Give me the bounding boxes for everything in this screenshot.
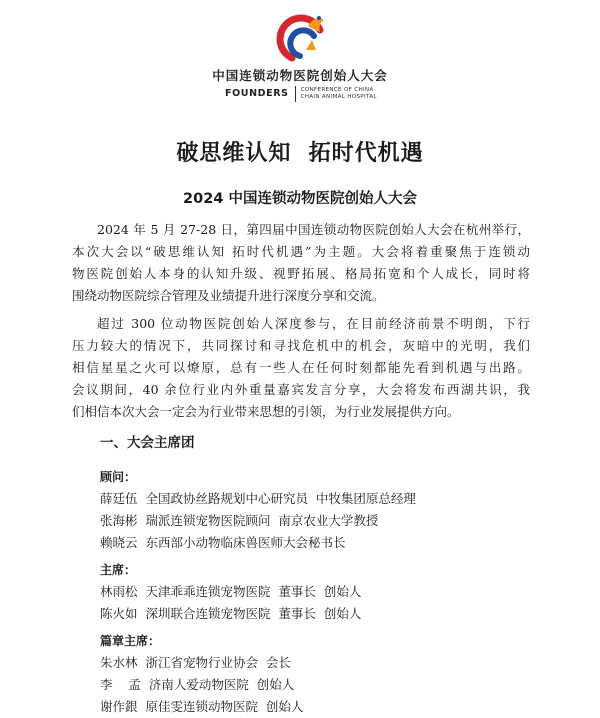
member-row: 谢作銀 原佳雯连锁动物医院 创始人 [100,699,304,714]
details-paragraph [72,313,530,423]
logo-conference-line-1: CONFERENCE OF CHINA [300,87,374,94]
paragraph-line: 围绕动物医院综合管理及业绩提升进行深度分享和交流。 [72,288,385,303]
group-label: 篇章主席： [100,634,161,648]
conference-logo-icon [268,6,332,62]
paragraph-line: 相信星星之火可以燎原，总有一些人在任何时刻都能先看到机遇与出路。 [72,360,530,375]
member-row: 张海彬 瑞派连锁宠物医院顾问 南京农业大学教授 [100,513,379,528]
chairs-group [100,559,361,625]
group-label: 主席： [100,563,137,577]
paragraph-line: 本次大会以“破思维认知 拓时代机遇”为主题。大会将着重聚焦于连锁动 [72,244,530,259]
logo-founders-text: FOUNDERS [225,86,296,102]
member-row: 朱水林 浙江省宠物行业协会 会长 [100,655,291,670]
conference-logo [0,0,600,112]
page-subtitle: 2024 中国连锁动物医院创始人大会 [183,191,417,207]
paragraph-line: 压力较大的情况下，共同探讨和寻找危机中的机会，灰暗中的光明，我们 [72,338,530,353]
paragraph-line: 会议期间，40 余位行业内外重量嘉宾发言分享，大会将发布西湖共识，我 [72,382,530,397]
logo-conference-text [296,87,377,100]
logo-conference-line-2: CHAIN ANIMAL HOSPITAL [300,94,377,100]
section-heading: 一、大会主席团 [100,435,195,451]
paragraph-line: 物医院创始人本身的认知升级、视野拓展、格局拓宽和个人成长，同时将 [72,266,530,281]
paragraph-line: 们相信本次大会一定会为行业带来思想的引领，为行业发展提供方向。 [72,404,460,419]
logo-chinese-name: 中国连锁动物医院创始人大会 [212,68,388,83]
member-row: 薛廷伍 全国政协丝路规划中心研究员 中牧集团原总经理 [100,491,416,506]
paragraph-line: 2024 年 5 月 27-28 日，第四届中国连锁动物医院创始人大会在杭州举行， [97,222,530,237]
member-row: 赖晓云 东西部小动物临床兽医师大会秘书长 [100,535,346,550]
member-row: 陈火如 深圳联合连锁宠物医院 董事长 创始人 [100,606,362,621]
member-row: 李 孟 济南人爱动物医院 创始人 [100,677,295,692]
page-title: 破思维认知 拓时代机遇 [176,141,424,166]
advisors-group [100,466,416,554]
paragraph-line: 超过 300 位动物医院创始人深度参与，在目前经济前景不明朗，下行 [97,316,530,331]
logo-english-block [225,86,377,102]
member-row: 林雨松 天津乖乖连锁宠物医院 董事长 创始人 [100,584,362,599]
chapter-chairs-group [100,630,303,718]
intro-paragraph [72,219,530,307]
group-label: 顾问： [100,470,137,484]
